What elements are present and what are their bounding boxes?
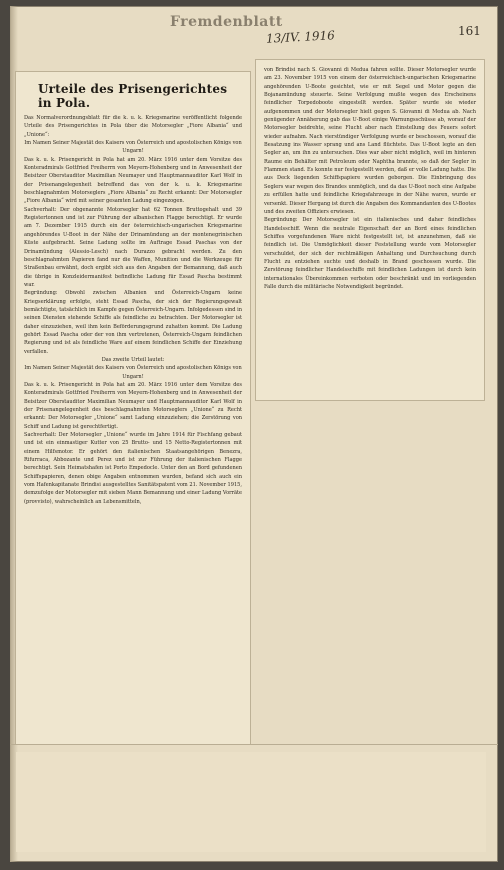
- second-verdict-heading: Das zweite Urteil lautet:: [101, 356, 165, 363]
- newspaper-name: Fremdenblatt: [170, 14, 283, 30]
- royal-formula-2: Im Namen Seiner Majestät des Kaisers von Österreich und apostolischen Königs von Ungarn!: [24, 365, 242, 380]
- verdict-unione: Das k. u. k. Prisengericht in Pola hat am 20. März 1916 unter dem Vorsitze des Konteradmirals Gottfried Freiherrn von Meyern-Hohenberg und in Anwesenheit der Beisitzer Oberstauditor Maximilian Neumayer und Hauptmannauditor Karl Wolf in der Prisenangelegenheit des beschlagnahmten Motorseglers „Unione“ zu Recht erkannt: Der Motorsegler „Unione“ samt Ladung einzuziehen; die Zerstörung von Schiff und Ladung ist gerechtfertigt.: [24, 382, 242, 430]
- clipping-right-column: [256, 60, 484, 400]
- facts-unione-continued: von Brindisi nach S. Giovanni di Medua fahren sollte. Dieser Motorsegler wurde am 23. November 1915 von einem der österreichisch-ungarischen Kriegsmarine angehörenden U-Boote gesichtet, wie er mit Segel und Motor gegen die Bojanamündung steuerte. Seine Verfolgung mußte wegen des Erscheinens feindlicher Torpedoboote eingestellt werden. Später wurde sie wieder aufgenommen und der Motorsegler hielt gegen S. Giovanni di Medua ab. Nach genügender Annäherung gab das U-Boot einige Warnungsschüsse ab, worauf der Motorsegler beidrehte, seine Flucht aber nach Einstellung des Feuers sofort wieder aufnahm. Nach vierstündiger Verfolgung wurde er beschossen, worauf die Besatzung ins Wasser sprang und ans Land flüchtete. Das U-Boot legte an den Segler an, um ihn zu untersuchen. Dies war aber nicht möglich, weil im hinteren Raume ein Behälter mit Petroleum oder Naphtha brannte, so daß der Segler in Flammen stand. Es konnte nur festgestellt werden, daß er volle Ladung hatte. Die aus Deck liegenden Schiffspapiere wurden geborgen. Die Einbringung des Seglers war wegen des Brandes unmöglich, und da das U-Boot noch eine Aufgabe zu erfüllen hatte und feindliche Kriegsfahrzeuge in der Nähe waren, wurde er versenkt. Dieser Hergang ist durch die Angaben des Kommandanten des U-Bootes und des zweiten Offiziers erwiesen.: [264, 67, 476, 215]
- verdict-fiore-albania: Das k. u. k. Prisengericht in Pola hat am 20. März 1916 unter dem Vorsitze des Konteradmirals Gottfried Freiherrn von Meyern-Hohenberg und in Anwesenheit der Beisitzer Oberstauditor Maximilian Neumayer und Hauptmannauditor Karl Wolf in der Prisenangelegenheit betreffend das von der k. u. k. Kriegsmarine beschlagnahmten Motorseglers „Fiore Albania“ zu Recht erkannt: Der Motorsegler „Fiore Albania“ wird mit seiner gesamten Ladung eingezogen.: [24, 156, 242, 205]
- reasoning-fiore-albania: Begründung: Obwohl zwischen Albanien und Österreich-Ungarn keine Kriegserklärung erfolgte, steht Essad Pascha, der sich der Regierungsgewalt bemächtigte, tatsächlich im Kampfe gegen Österreich-Ungarn. Infolgedessen sind in seinen Diensten stehende Schiffe als feindliche zu betrachten. Der Motorsegler ist daher einzuziehen, weil ihm kein Beförderungsgrund zuhatten kommt. Die Ladung gehört Essad Pascha oder der von ihm vertretenen, Österreich-Ungarn feindlichen Regierung und ist als feindliche Ware auf einem feindlichen Schiffe der Einziehung verfallen.: [24, 290, 242, 355]
- page-number: 161: [458, 24, 481, 38]
- facts-unione: Sachverhalt: Der Motorsegler „Unione“ wurde im Jahre 1914 für Fischfang gebaut und ist ein einmastiger Kutter von 25 Brutto- und 15 Netto-Registertonnen mit einem Hilfsmotor. Er gehört den italienischen Staatsangehörigen Benezra, Rifurraca, Abbozante und Perez und ist zur Führung der italienischen Flagge berechtigt. Sein Heimatshafen ist Porto Empedocle. Unter den an Bord gefundenen Schiffspapieren, denen obige Angaben entnommen wurden, befand sich auch ein vom Hafenkapitanate Brindisi ausgestelltes Sanitätspatent vom 21. November 1915, demzufolge der Motorsegler mit sieben Mann Bemannung und einer Ladung Vorräte (provvisto), wahrscheinlich an Lebensmitteln,: [24, 432, 242, 505]
- facts-fiore-albania: Sachverhalt: Der obgenannte Motorsegler hat 62 Tonnen Bruttogehalt und 39 Registertonnen und ist zur Führung der albanischen Flagge berechtigt. Er wurde am 7. Dezember 1915 durch ein der österreichisch-ungarischen Kriegsmarine angehörendes U-Boot in der Nähe der Drinamündung an der montenegrinischen Küste aufgebracht. Seine Ladung sollte im Auftrage Essad Paschas von der Drinamündung (Alessio-Lesch) nach Durazzo gebracht werden. Zu den beschlagnahmten Papieren fand nur die Waffen, Munition und die Werkzeuge für Straßenbau erwähnt, doch ergibt sich aus den Angaben der Bemannung, daß auch die übrige in Konzleidermanifest befindliche Ladung für Essad Pascha bestimmt war.: [24, 206, 242, 288]
- intro-paragraph: Das Normalverordnungsblatt für die k. u. k. Kriegsmarine veröffentlicht folgende Urteile des Prisengerichtes in Pola über die Motorsegler „Fiore Albania“ und „Unione“:: [24, 115, 242, 138]
- clipping-left-column: [16, 72, 250, 744]
- article-title: Urteile des Prisengerichtes in Pola.: [38, 82, 228, 110]
- fold-line: [10, 744, 498, 745]
- reasoning-unione: Begründung: Der Motorsegler ist ein italienisches und daher feindliches Handelsschiff. Wenn die neutrale Eigenschaft der an Bord eines feindlichen Schiffes vorgefundenen Ware nicht festgestellt ist, ist anzunehmen, daß sie feindlich ist. Die Unmöglichkeit dieser Feststellung wurde vom Motorsegler verschuldet, der sich der rechtmäßigen Anhaltung und Durchsuchung durch Flucht zu entziehen suchte und deshalb in Brand geschossen wurde. Die Zerstörung feindlicher Handelsschiffe mit feindlichen Ladungen ist durch kein internationales Übereinkommen verboten oder beschränkt und im vorliegenden Falle durch die militärische Notwendigkeit begründet.: [264, 217, 476, 290]
- royal-formula: Im Namen Seiner Majestät des Kaisers von Österreich und apostolischen Königs von Ungarn!: [24, 140, 242, 155]
- handwritten-date: 13/IV. 1916: [265, 28, 336, 46]
- blank-lower-area: [16, 752, 486, 852]
